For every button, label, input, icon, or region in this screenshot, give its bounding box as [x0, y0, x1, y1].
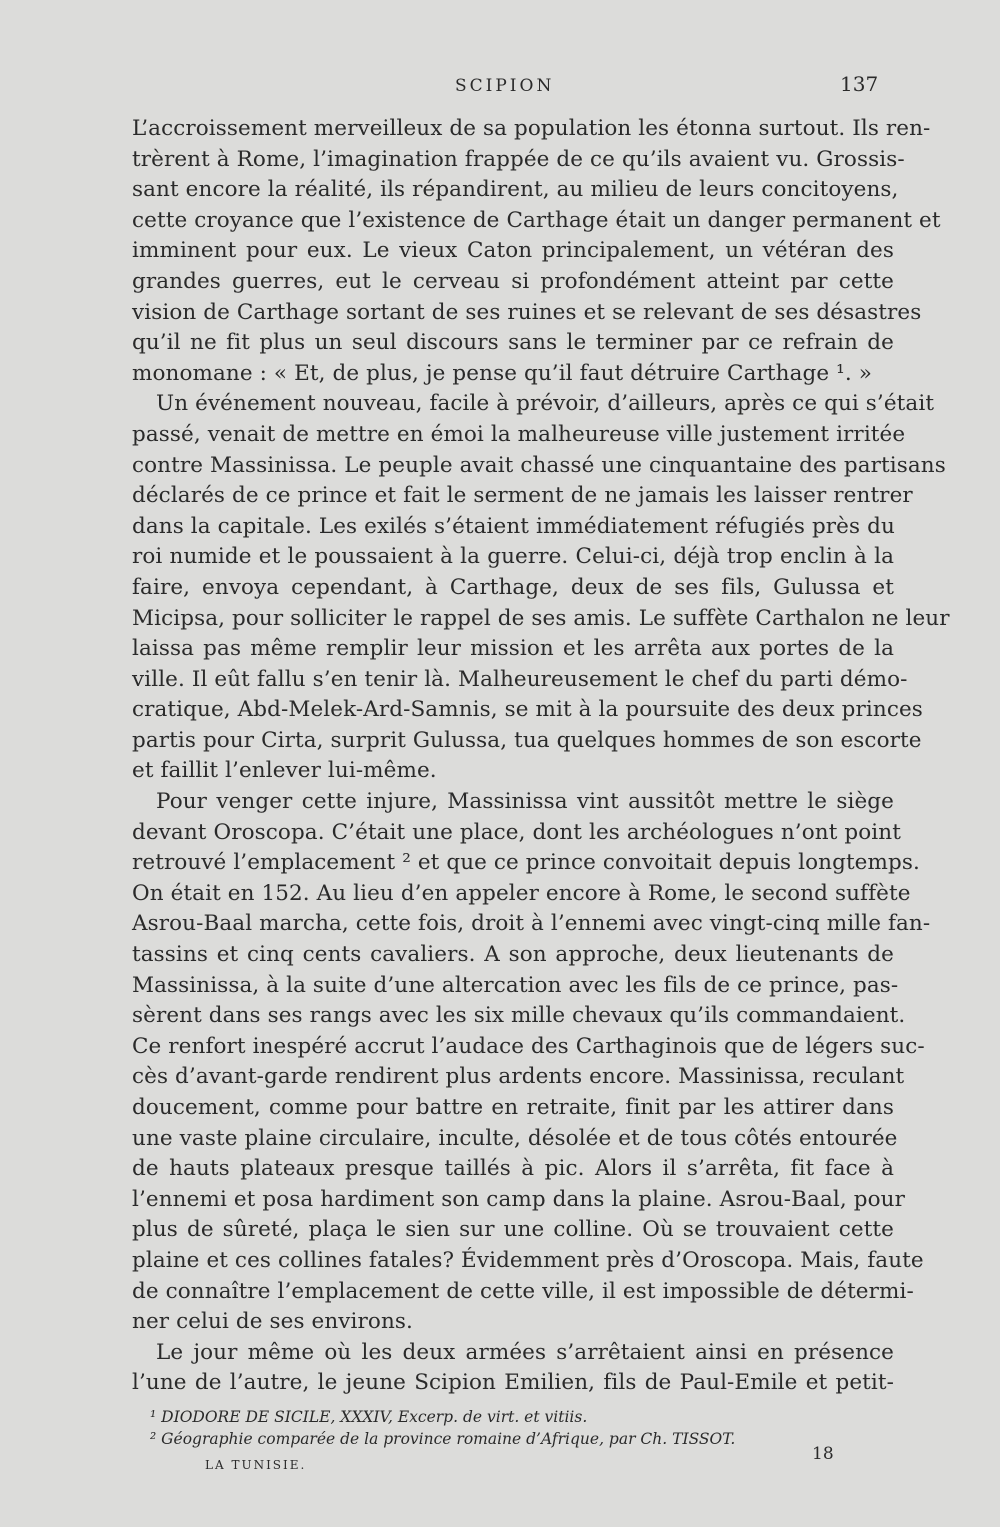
text-line: une vaste plaine circulaire, inculte, désolée et de tous côtés entourée	[132, 1125, 898, 1151]
text-line: cratique, Abd-Melek-Ard-Samnis, se mit à la poursuite des deux princes	[132, 697, 923, 723]
page-header	[0, 72, 1000, 102]
text-line: vision de Carthage sortant de ses ruines et se relevant de ses désastres	[132, 299, 922, 325]
footnote: ² Géographie comparée de la province romaine d’Afrique, par Ch. TISSOT.	[150, 1430, 736, 1448]
signature-number: 18	[812, 1444, 834, 1464]
text-line: contre Massinissa. Le peuple avait chassé une cinquantaine des partisans	[132, 452, 946, 478]
text-line: l’une de l’autre, le jeune Scipion Emilien, fils de Paul-Emile et petit-	[132, 1370, 894, 1396]
text-line: sèrent dans ses rangs avec les six mille chevaux qu’ils commandaient.	[132, 1003, 906, 1029]
text-line: déclarés de ce prince et fait le serment de ne jamais les laisser rentrer	[132, 483, 913, 509]
text-line: partis pour Cirta, surprit Gulussa, tua quelques hommes de son escorte	[132, 727, 922, 753]
text-line: On était en 152. Au lieu d’en appeler encore à Rome, le second suffète	[132, 880, 911, 906]
text-line: cès d’avant-garde rendirent plus ardents encore. Massinissa, reculant	[132, 1064, 905, 1090]
text-line: ner celui de ses environs.	[132, 1309, 413, 1335]
footnote: ¹ DIODORE DE SICILE, XXXIV, Excerp. de virt. et vitiis.	[150, 1408, 588, 1426]
text-line: Micipsa, pour solliciter le rappel de ses amis. Le suffète Carthalon ne leur	[132, 605, 950, 631]
text-line: qu’il ne fit plus un seul discours sans le terminer par ce refrain de	[132, 330, 894, 356]
text-line: Asrou-Baal marcha, cette fois, droit à l’ennemi avec vingt-cinq mille fan-	[132, 911, 931, 937]
text-line: plaine et ces collines fatales? Évidemment près d’Oroscopa. Mais, faute	[132, 1247, 924, 1273]
text-line: laissa pas même remplir leur mission et les arrêta aux portes de la	[132, 636, 894, 662]
text-line: cette croyance que l’existence de Carthage était un danger permanent et	[132, 207, 941, 233]
text-line: Un événement nouveau, facile à prévoir, d’ailleurs, après ce qui s’était	[156, 391, 935, 417]
text-line: passé, venait de mettre en émoi la malheureuse ville justement irritée	[132, 421, 906, 447]
text-line: doucement, comme pour battre en retraite, finit par les attirer dans	[132, 1095, 894, 1120]
text-line: Massinissa, à la suite d’une altercation avec les fils de ce prince, pas-	[132, 972, 899, 998]
footnotes	[150, 1406, 800, 1450]
text-line: L’accroissement merveilleux de sa population les étonna surtout. Ils ren-	[132, 116, 931, 141]
text-line: de hauts plateaux presque taillés à pic. Alors il s’arrêta, fit face à	[132, 1156, 894, 1182]
text-line: l’ennemi et posa hardiment son camp dans la plaine. Asrou-Baal, pour	[132, 1186, 905, 1212]
body-text	[132, 114, 950, 1399]
text-line: ville. Il eût fallu s’en tenir là. Malheureusement le chef du parti démo-	[132, 666, 908, 692]
text-line: tassins et cinq cents cavaliers. A son approche, deux lieutenants de	[132, 942, 894, 968]
text-line: et faillit l’enlever lui-même.	[132, 758, 437, 784]
text-line: roi numide et le poussaient à la guerre. Celui-ci, déjà trop enclin à la	[132, 544, 894, 570]
text-line: grandes guerres, eut le cerveau si profondément atteint par cette	[132, 268, 894, 294]
text-line: Le jour même où les deux armées s’arrêtaient ainsi en présence	[156, 1339, 894, 1365]
text-line: retrouvé l’emplacement ² et que ce prince convoitait depuis longtemps.	[132, 850, 920, 876]
running-title: SCIPION	[455, 76, 555, 96]
text-line: faire, envoya cependant, à Carthage, deux de ses fils, Gulussa et	[132, 574, 894, 600]
text-line: devant Oroscopa. C’était une place, dont les archéologues n’ont point	[132, 819, 901, 845]
text-line: trèrent à Rome, l’imagination frappée de ce qu’ils avaient vu. Grossis-	[132, 146, 905, 172]
signature-mark: LA TUNISIE.	[205, 1458, 307, 1472]
text-line: imminent pour eux. Le vieux Caton principalement, un vétéran des	[132, 238, 894, 264]
text-line: monomane : « Et, de plus, je pense qu’il faut détruire Carthage ¹. »	[132, 360, 872, 386]
text-line: de connaître l’emplacement de cette ville, il est impossible de détermi-	[132, 1278, 914, 1304]
text-line: dans la capitale. Les exilés s’étaient immédiatement réfugiés près du	[132, 513, 895, 539]
text-line: Pour venger cette injure, Massinissa vint aussitôt mettre le siège	[156, 789, 894, 815]
text-line: sant encore la réalité, ils répandirent, au milieu de leurs concitoyens,	[132, 177, 899, 203]
page-number: 137	[840, 72, 879, 96]
text-line: Ce renfort inespéré accrut l’audace des Carthaginois que de légers suc-	[132, 1033, 925, 1059]
text-line: plus de sûreté, plaça le sien sur une colline. Où se trouvaient cette	[132, 1217, 894, 1243]
